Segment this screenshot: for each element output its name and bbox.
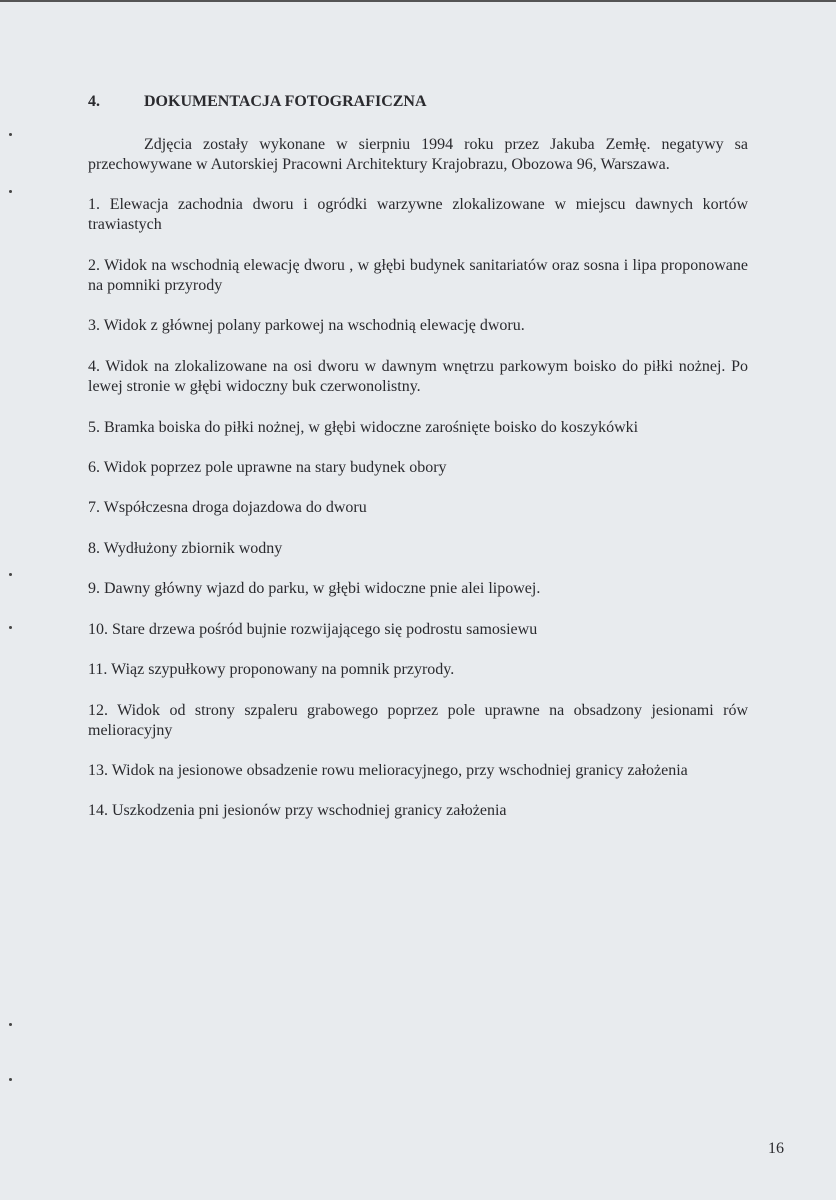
section-number: 4. [88, 93, 100, 110]
intro-paragraph: Zdjęcia zostały wykonane w sierpniu 1994 roku przez Jakuba Zemłę. negatywy sa przechowywane w Autorskiej Pracowni Architektury Krajobrazu, Obozowa 96, Warszawa. [88, 136, 748, 173]
list-item: 10. Stare drzewa pośród bujnie rozwijającego się podrostu samosiewu [88, 621, 538, 638]
list-item: 13. Widok na jesionowe obsadzenie rowu melioracyjnego, przy wschodniej granicy założenia [88, 762, 688, 779]
list-item: 4. Widok na zlokalizowane na osi dworu w dawnym wnętrzu parkowym boisko do piłki nożnej. Po lewej stronie w głębi widoczny buk czerwonolistny. [88, 358, 748, 395]
list-item: 6. Widok poprzez pole uprawne na stary budynek obory [88, 459, 447, 476]
punch-mark [9, 133, 12, 136]
list-item: 14. Uszkodzenia pni jesionów przy wschodniej granicy założenia [88, 802, 507, 819]
list-item: 2. Widok na wschodnią elewację dworu , w głębi budynek sanitariatów oraz sosna i lipa proponowane na pomniki przyrody [88, 257, 748, 294]
list-item: 7. Współczesna droga dojazdowa do dworu [88, 499, 367, 516]
list-item: 9. Dawny główny wjazd do parku, w głębi widoczne pnie alei lipowej. [88, 580, 541, 597]
list-item: 12. Widok od strony szpaleru grabowego poprzez pole uprawne na obsadzony jesionami rów melioracyjny [88, 702, 748, 739]
list-item: 8. Wydłużony zbiornik wodny [88, 540, 283, 557]
punch-mark [9, 626, 12, 629]
punch-mark [9, 1023, 12, 1026]
section-heading [88, 93, 427, 111]
list-item: 11. Wiąz szypułkowy proponowany na pomnik przyrody. [88, 661, 455, 678]
page-number: 16 [768, 1140, 784, 1157]
section-title: DOKUMENTACJA FOTOGRAFICZNA [144, 93, 427, 110]
list-item: 1. Elewacja zachodnia dworu i ogródki warzywne zlokalizowane w miejscu dawnych kortów trawiastych [88, 196, 748, 233]
punch-mark [9, 1078, 12, 1081]
list-item: 3. Widok z głównej polany parkowej na wschodnią elewację dworu. [88, 317, 525, 334]
list-item: 5. Bramka boiska do piłki nożnej, w głębi widoczne zarośnięte boisko do koszykówki [88, 419, 639, 436]
scan-edge [0, 0, 836, 2]
punch-mark [9, 190, 12, 193]
punch-mark [9, 573, 12, 576]
